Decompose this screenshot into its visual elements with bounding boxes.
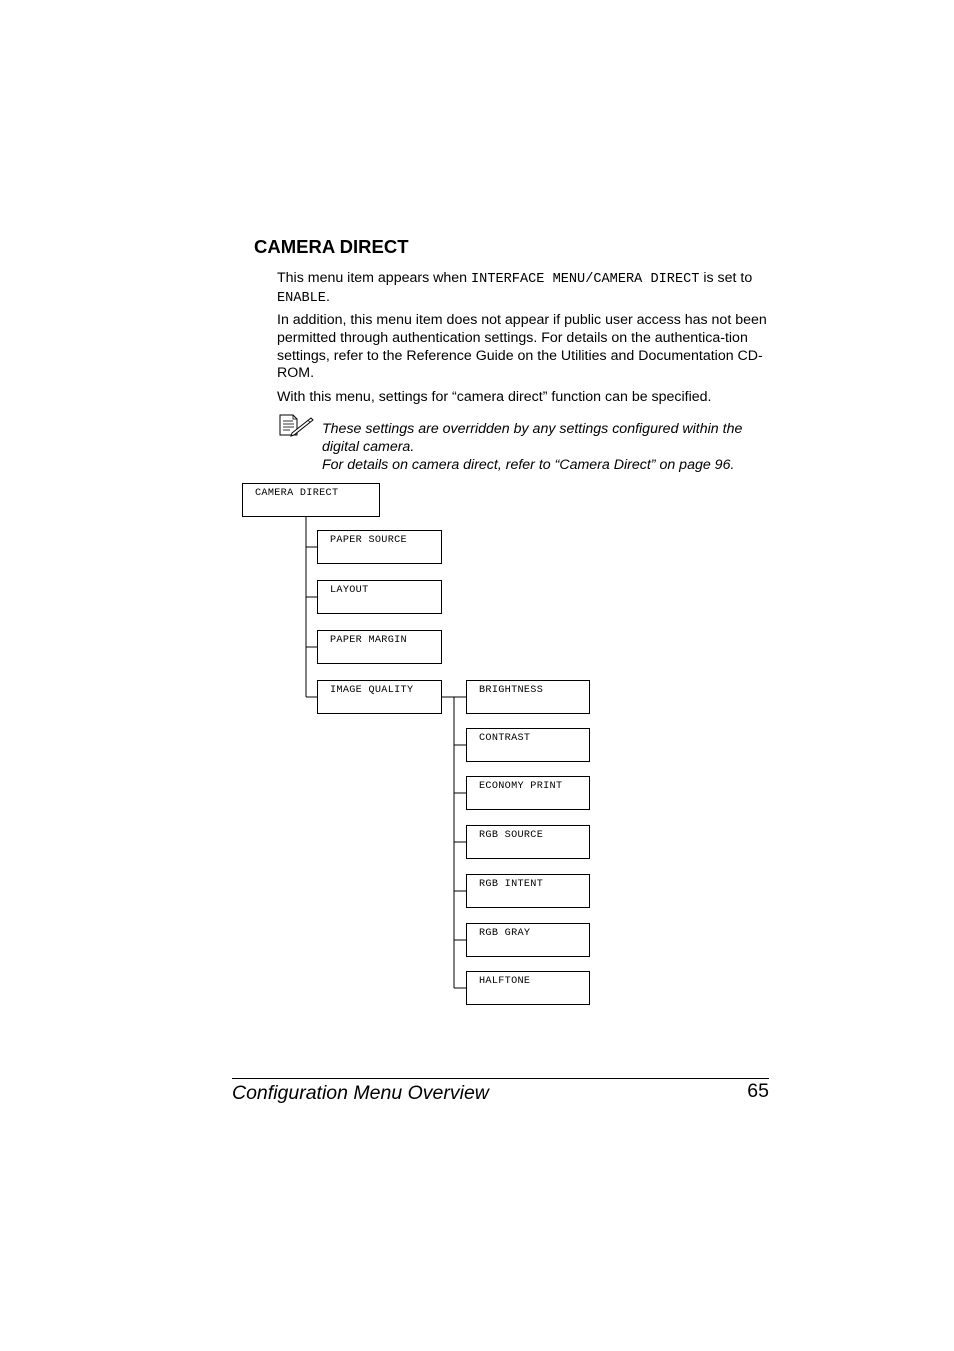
- note-line: For details on camera direct, refer to “Camera Direct” on page 96.: [322, 456, 735, 473]
- menu-box-layout: LAYOUT: [317, 580, 442, 614]
- menu-box-contrast: CONTRAST: [466, 728, 590, 762]
- menu-box-rgb-source: RGB SOURCE: [466, 825, 590, 859]
- menu-box-brightness: BRIGHTNESS: [466, 680, 590, 714]
- menu-box-economy-print: ECONOMY PRINT: [466, 776, 590, 810]
- menu-box-halftone: HALFTONE: [466, 971, 590, 1005]
- footer-title: Configuration Menu Overview: [232, 1082, 489, 1104]
- section-heading: CAMERA DIRECT: [254, 236, 409, 257]
- intro-paragraph: This menu item appears when INTERFACE MENU/CAMERA DIRECT is set to ENABLE.: [277, 270, 753, 306]
- menu-box-rgb-intent: RGB INTENT: [466, 874, 590, 908]
- menu-path-code: INTERFACE MENU/CAMERA DIRECT: [471, 272, 700, 287]
- menu-box-paper-margin: PAPER MARGIN: [317, 630, 442, 664]
- menu-box-paper-source: PAPER SOURCE: [317, 530, 442, 564]
- menu-box-image-quality: IMAGE QUALITY: [317, 680, 442, 714]
- note-line: These settings are overridden by any settings configured within the digital camera.: [322, 421, 743, 455]
- menu-box-camera-direct: CAMERA DIRECT: [242, 483, 380, 517]
- enable-value-code: ENABLE: [277, 290, 326, 306]
- authentication-paragraph: In addition, this menu item does not appear if public user access has not been permitted through authentication settings. For details on the authentica-tion settings, refer to the Reference Guide on the Utilities and Documentation CD-ROM.: [277, 312, 767, 382]
- page-number: 65: [747, 1080, 769, 1102]
- menu-box-rgb-gray: RGB GRAY: [466, 923, 590, 957]
- footer-divider: [232, 1078, 769, 1079]
- function-paragraph: With this menu, settings for “camera direct” function can be specified.: [277, 389, 712, 405]
